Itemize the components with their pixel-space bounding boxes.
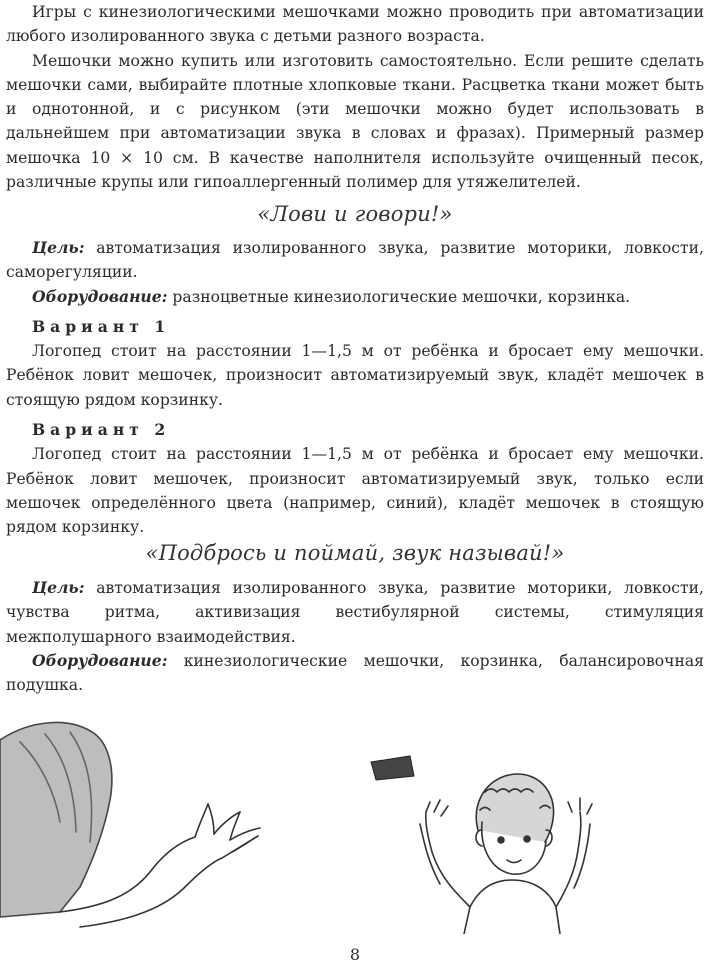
equipment-label: Оборудование: <box>32 286 168 306</box>
page-number: 8 <box>349 945 361 964</box>
adult-figure <box>0 723 260 927</box>
game1-goal <box>6 236 704 285</box>
game2-block <box>6 576 704 697</box>
game2-equipment <box>6 649 704 698</box>
goal-text: автоматизация изолированного звука, развитие моторики, ловкости, саморегуляции. <box>6 239 704 282</box>
variant1-text: Логопед стоит на расстоянии 1—1,5 м от ребёнка и бросает ему мешочки. Ребёнок ловит мешочек, произносит автоматизируемый звук, кладёт мешочек в стоящую рядом корзинку. <box>6 342 704 409</box>
intro-paragraph-2: Мешочки можно купить или изготовить самостоятельно. Если решите сделать мешочки сами, выбирайте плотные хлопковые ткани. Расцветка ткани может быть и однотонной, и с рисунком (эти мешочки можно будет использовать в дальнейшем при автоматизации звука в словах и фразах). Примерный размер мешочка 10 × 10 см. В качестве наполнителя используйте очищенный песок, различные крупы или гипоаллергенный полимер для утяжелителей. <box>6 51 704 192</box>
intro-block <box>6 0 704 194</box>
game1-equipment <box>6 285 704 309</box>
goal-label: Цель: <box>32 238 85 257</box>
equipment-label: Оборудование: <box>32 650 168 670</box>
variant1-heading: Вариант 1 <box>32 316 171 336</box>
bag-icon <box>371 756 414 780</box>
game1-block <box>6 236 704 540</box>
variant2-heading: Вариант 2 <box>32 420 171 440</box>
game2-title: «Подбрось и поймай, звук называй!» <box>145 541 565 565</box>
equipment-text: разноцветные кинезиологические мешочки, корзинка. <box>167 287 631 306</box>
intro-paragraph-1: Игры с кинезиологическими мешочками можно проводить при автоматизации любого изолированного звука с детьми разного возраста. <box>6 3 704 46</box>
game2-goal <box>6 576 704 649</box>
illustration-throwing-bag <box>0 712 710 934</box>
goal-text: автоматизация изолированного звука, развитие моторики, ловкости, чувства ритма, активизация вестибулярной системы, стимуляция межполушарного взаимодействия. <box>6 579 704 646</box>
variant2-text: Логопед стоит на расстоянии 1—1,5 м от ребёнка и бросает ему мешочки. Ребёнок ловит мешочек, произносит автоматизируемый звук, только если мешочек определённого цвета (например, синий), кладёт мешочек в стоящую рядом корзинку. <box>6 445 704 537</box>
equipment-text: кинезиологические мешочки, корзинка, балансировочная подушка. <box>6 651 704 695</box>
game1-title: «Лови и говори!» <box>257 202 453 226</box>
goal-label: Цель: <box>32 578 85 597</box>
child-figure <box>420 774 592 934</box>
